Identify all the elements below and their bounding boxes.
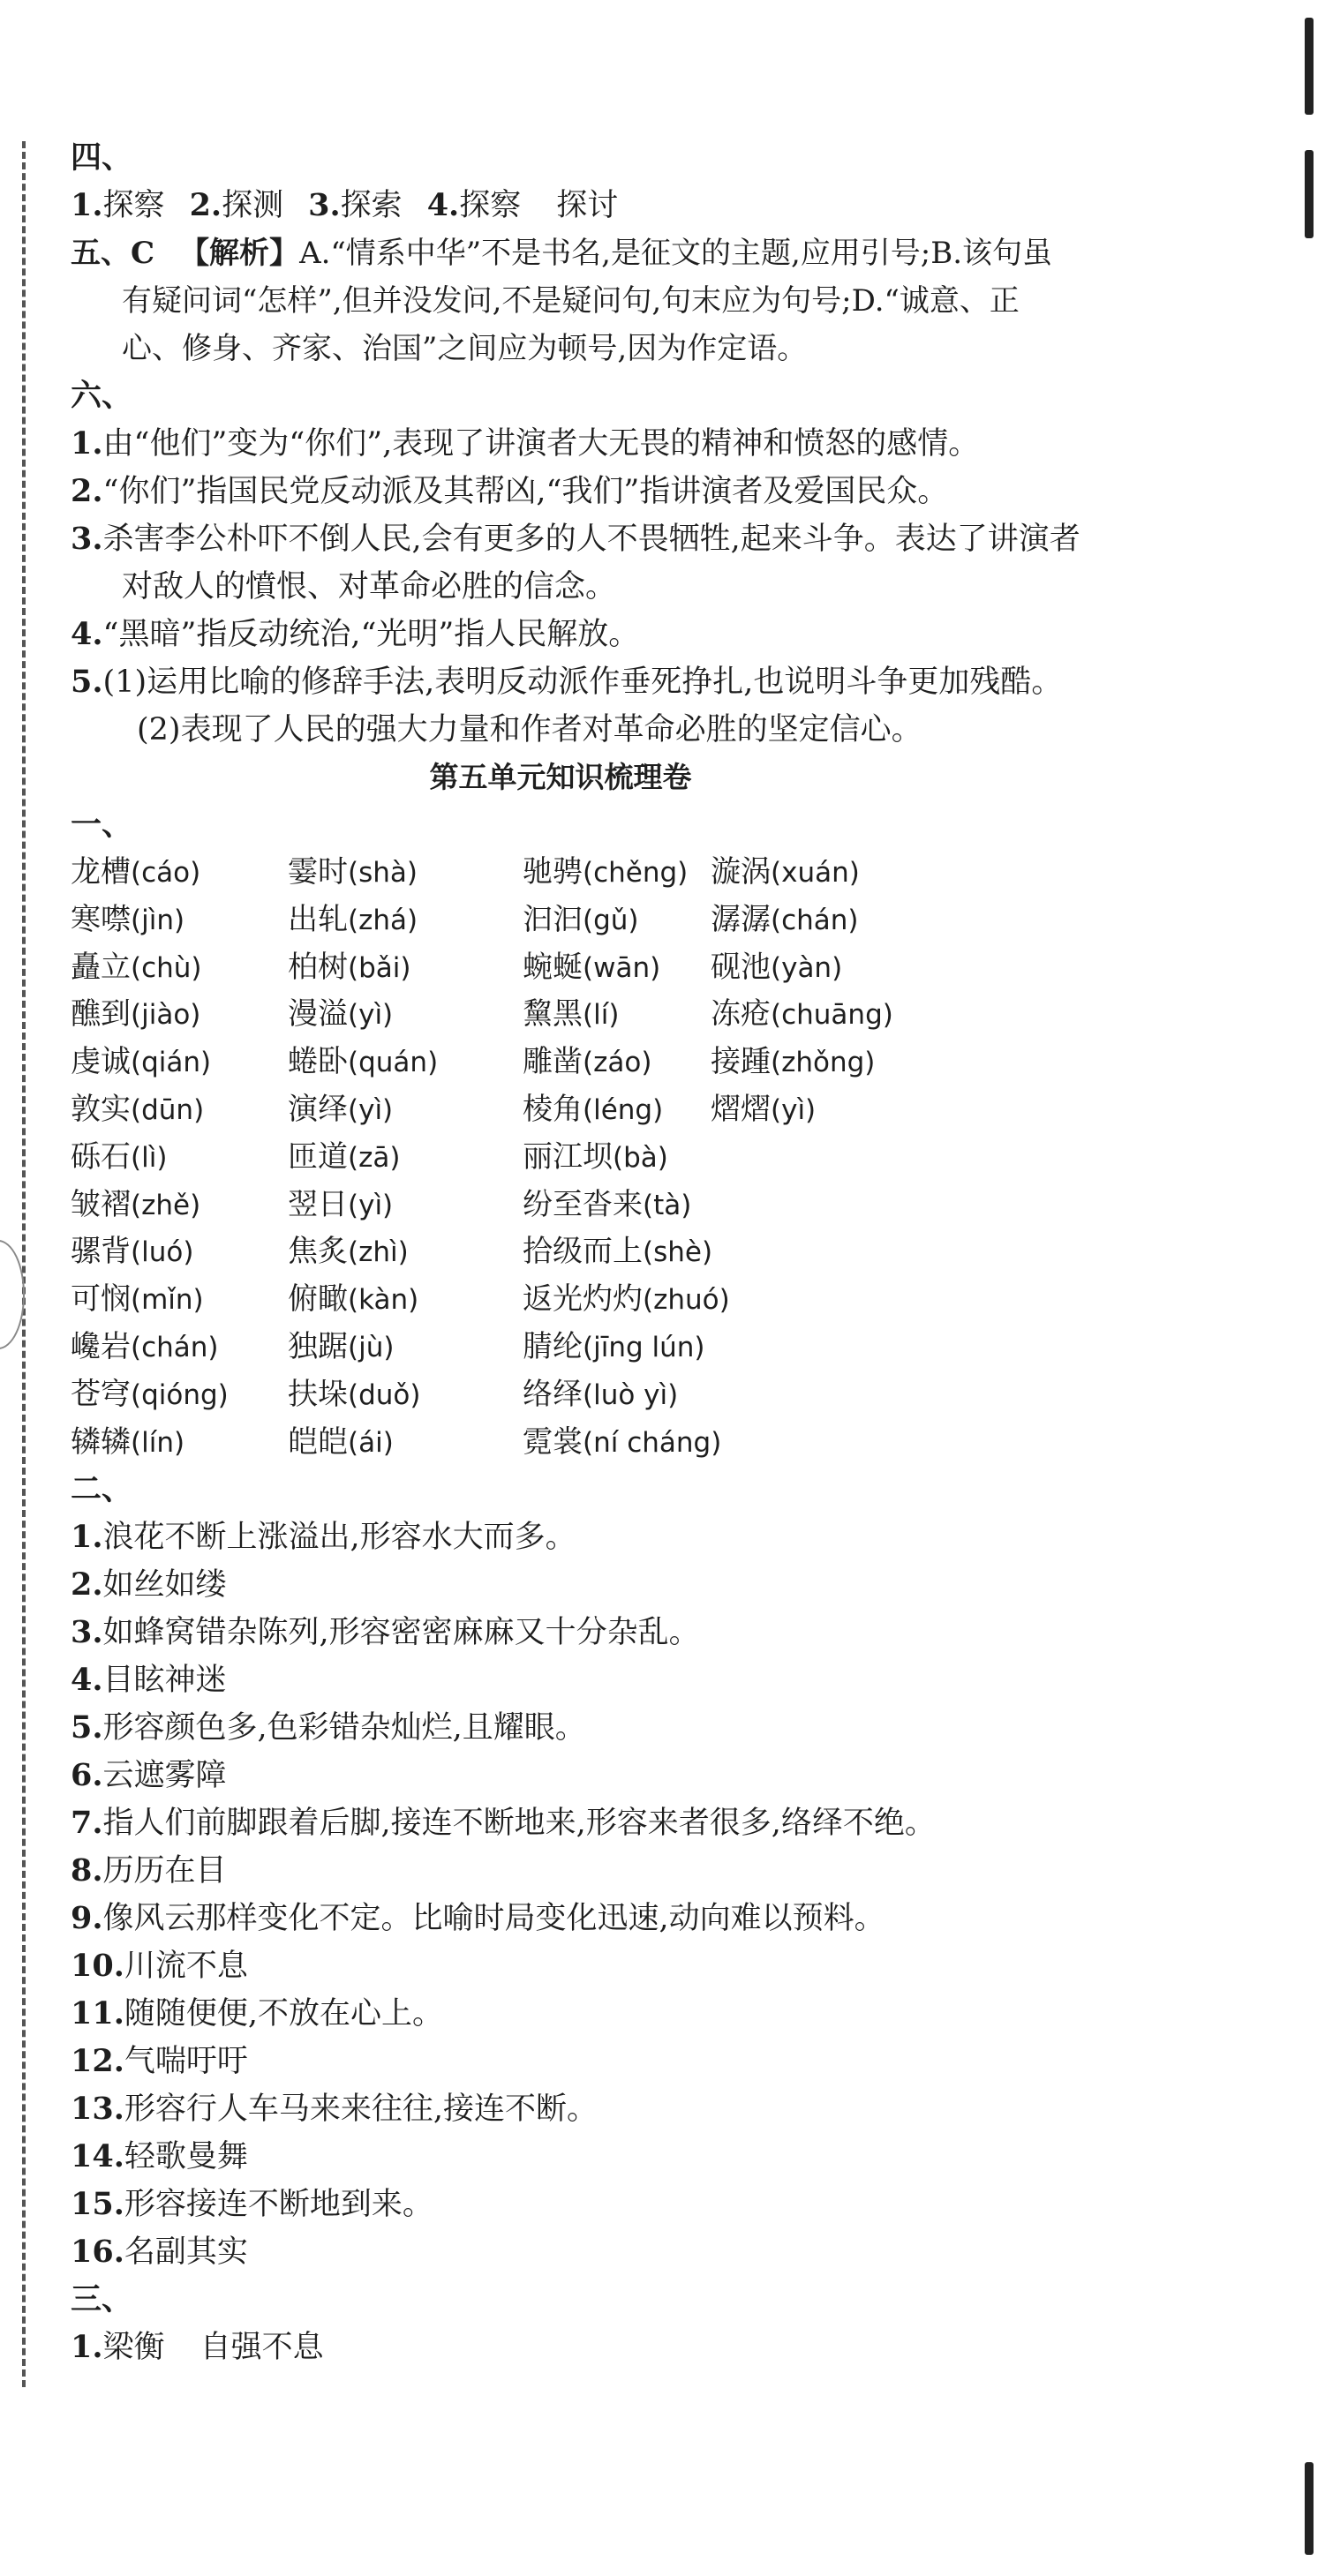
list-item	[71, 1656, 1306, 1704]
word-pinyin: (qián)	[131, 1047, 212, 1079]
word-entry	[288, 1276, 418, 1325]
item-text: 形容颜色多,色彩错杂灿烂,且耀眼。	[102, 1710, 586, 1746]
word-pinyin: (tà)	[643, 1189, 692, 1221]
item-text: 像风云那样变化不定。比喻时局变化迅速,动向难以预料。	[102, 1901, 885, 1937]
section-five-lead: 五、C	[71, 236, 155, 271]
word-entry	[711, 991, 893, 1040]
word-entry	[523, 1324, 705, 1372]
section-five-line-1: 五、C 【解析】A.“情系中华”不是书名,是征文的主题,应用引号;B.该句虽	[71, 236, 1053, 271]
word-entry	[523, 1228, 712, 1277]
item-number: 13.	[71, 2091, 124, 2128]
word-pinyin: (wān)	[583, 951, 661, 984]
word-text: 蜿蜒	[523, 949, 583, 985]
word-pinyin: (zhě)	[131, 1189, 201, 1221]
word-entry	[711, 944, 842, 993]
word-entry	[71, 1371, 229, 1420]
list-item	[71, 1752, 1306, 1799]
word-text: 霓裳	[523, 1423, 583, 1460]
item-text: 历历在目	[102, 1853, 227, 1889]
word-text: 翌日	[288, 1186, 348, 1222]
word-pinyin: (kàn)	[348, 1284, 419, 1317]
word-pinyin: (ái)	[348, 1426, 394, 1459]
section-six-heading: 六、	[71, 378, 133, 414]
section-six-item-5-cont: (2)表现了人民的强大力量和作者对革命必胜的坚定信心。	[137, 712, 922, 747]
word-entry	[288, 944, 410, 993]
word-text: 焦炙	[288, 1234, 348, 1270]
word-text: 敦实	[71, 1091, 131, 1127]
word-pinyin: (yàn)	[771, 951, 843, 984]
word-pinyin: (ní cháng)	[583, 1426, 722, 1459]
word-entry	[523, 991, 619, 1040]
content	[71, 134, 1306, 2371]
pinyin-word-list	[71, 849, 1306, 1466]
word-pinyin: (jù)	[348, 1331, 395, 1363]
word-pinyin: (yì)	[348, 1093, 394, 1126]
word-text: 出轧	[288, 901, 348, 937]
item-text: 如蜂窝错杂陈列,形容密密麻麻又十分杂乱。	[102, 1615, 700, 1651]
word-row	[71, 991, 1306, 1039]
word-entry	[523, 1276, 730, 1325]
section-four-heading: 四、	[71, 139, 133, 176]
word-text: 柏树	[288, 949, 348, 985]
item-text: 川流不息	[124, 1949, 248, 1985]
word-text: 矗立	[71, 949, 131, 985]
word-text: 霎时	[288, 854, 348, 890]
item-text: 目眩神迷	[102, 1663, 227, 1699]
word-text: 虔诚	[71, 1044, 131, 1080]
word-text: 扶垛	[288, 1376, 348, 1412]
part-two-heading: 二、	[71, 1471, 133, 1508]
word-entry	[71, 1228, 193, 1277]
word-pinyin: (zā)	[348, 1141, 401, 1174]
word-entry	[71, 1182, 200, 1230]
word-text: 皱褶	[71, 1186, 131, 1222]
word-text: 皑皑	[288, 1423, 348, 1460]
word-row	[71, 1182, 1306, 1229]
part-three-item-1: 1.梁衡 自强不息	[71, 2329, 324, 2366]
word-pinyin: (zhì)	[348, 1236, 409, 1269]
item-text: 指人们前脚跟着后脚,接连不断地来,形容来者很多,络绎不绝。	[102, 1806, 936, 1842]
word-text: 接踵	[711, 1044, 771, 1080]
item-number: 12.	[71, 2043, 124, 2080]
part-three-heading: 三、	[71, 2281, 133, 2318]
word-pinyin: (bǎi)	[348, 951, 411, 984]
list-item	[71, 1895, 1306, 1942]
word-pinyin: (chuāng)	[771, 999, 893, 1032]
word-pinyin: (zhuó)	[643, 1284, 730, 1317]
analysis-tag: 【解析】	[179, 236, 300, 271]
word-row	[71, 1419, 1306, 1467]
word-pinyin: (lì)	[131, 1141, 168, 1174]
word-pinyin: (qióng)	[131, 1378, 229, 1411]
word-entry	[711, 897, 859, 945]
word-entry	[523, 1182, 691, 1230]
list-item	[71, 2085, 1306, 2133]
part-two-list	[71, 1513, 1306, 2276]
item-number: 6.	[71, 1757, 103, 1794]
word-text: 纷至沓来	[523, 1186, 643, 1222]
section-six-item-1: 1.由“他们”变为“你们”,表现了讲演者大无畏的精神和愤怒的感情。	[71, 425, 980, 462]
word-entry	[71, 1276, 204, 1325]
word-entry	[523, 849, 688, 897]
word-entry	[523, 1371, 678, 1420]
word-entry	[523, 1419, 721, 1468]
item-text: 云遮雾障	[102, 1758, 227, 1794]
word-pinyin: (xuán)	[771, 857, 860, 889]
word-pinyin: (mǐn)	[131, 1284, 204, 1317]
word-row	[71, 1371, 1306, 1419]
word-row	[71, 849, 1306, 897]
word-pinyin: (jìn)	[131, 904, 185, 936]
word-pinyin: (zhǒng)	[771, 1047, 876, 1079]
word-entry	[523, 944, 660, 993]
word-entry	[711, 849, 860, 897]
word-pinyin: (záo)	[583, 1047, 652, 1079]
word-text: 巉岩	[71, 1328, 131, 1364]
section-six-item-4: 4.“黑暗”指反动统治,“光明”指人民解放。	[71, 616, 640, 652]
item-number: 2.	[71, 1566, 103, 1603]
list-item	[71, 1799, 1306, 1847]
word-entry	[71, 991, 200, 1040]
word-row	[71, 1134, 1306, 1182]
item-number: 14.	[71, 2138, 124, 2175]
word-text: 冻疮	[711, 996, 771, 1033]
word-pinyin: (bà)	[613, 1141, 668, 1174]
word-pinyin: (cáo)	[131, 857, 201, 889]
word-pinyin: (jiào)	[131, 999, 201, 1032]
word-text: 独踞	[288, 1328, 348, 1364]
word-pinyin: (gǔ)	[583, 904, 639, 936]
item-text: 如丝如缕	[102, 1567, 227, 1603]
word-text: 可悯	[71, 1281, 131, 1318]
word-pinyin: (duǒ)	[348, 1378, 421, 1411]
list-item	[71, 2181, 1306, 2228]
word-text: 棱角	[523, 1091, 583, 1127]
word-entry	[288, 1039, 438, 1087]
item-number: 10.	[71, 1948, 124, 1985]
word-entry	[523, 897, 639, 945]
word-row	[71, 1276, 1306, 1324]
edge-mark-top	[1305, 18, 1314, 115]
item-number: 1.	[71, 1519, 103, 1556]
word-entry	[71, 1086, 204, 1135]
word-pinyin: (yì)	[348, 1189, 394, 1221]
item-number: 8.	[71, 1852, 103, 1889]
word-pinyin: (jīng lún)	[583, 1331, 705, 1363]
item-text: 名副其实	[124, 2234, 248, 2271]
word-text: 驰骋	[523, 854, 583, 890]
word-entry	[71, 1324, 219, 1372]
item-text: 随随便便,不放在心上。	[124, 1996, 444, 2032]
word-text: 蜷卧	[288, 1044, 348, 1080]
word-pinyin: (shà)	[348, 857, 418, 889]
word-text: 砚池	[711, 949, 771, 985]
word-pinyin: (luó)	[131, 1236, 194, 1269]
word-text: 络绎	[523, 1376, 583, 1412]
item-text: 浪花不断上涨溢出,形容水大而多。	[102, 1520, 576, 1556]
word-entry	[288, 1182, 393, 1230]
word-row	[71, 1324, 1306, 1371]
word-entry	[71, 1134, 167, 1183]
word-text: 演绎	[288, 1091, 348, 1127]
word-text: 骡背	[71, 1234, 131, 1270]
section-six-item-2: 2.“你们”指国民党反动派及其帮凶,“我们”指讲演者及爱国民众。	[71, 473, 949, 509]
word-pinyin: (yì)	[348, 999, 394, 1032]
word-entry	[523, 1086, 663, 1135]
word-entry	[523, 1134, 668, 1183]
word-entry	[711, 1086, 816, 1135]
word-entry	[288, 1228, 409, 1277]
word-text: 丽江坝	[523, 1138, 613, 1175]
list-item	[71, 1513, 1306, 1561]
word-pinyin: (dūn)	[131, 1093, 205, 1126]
word-row	[71, 1228, 1306, 1276]
word-pinyin: (zhá)	[348, 904, 418, 936]
list-item	[71, 1561, 1306, 1609]
section-six-item-5: 5.(1)运用比喻的修辞手法,表明反动派作垂死挣扎,也说明斗争更加残酷。	[71, 664, 1063, 700]
list-item	[71, 1990, 1306, 2038]
item-text: 形容行人车马来来往往,接连不断。	[124, 2092, 598, 2128]
word-entry	[288, 991, 393, 1040]
word-text: 潺潺	[711, 901, 771, 937]
word-text: 雕凿	[523, 1044, 583, 1080]
word-entry	[288, 1134, 400, 1183]
word-row	[71, 1039, 1306, 1086]
section-four-item-1: 1.探察 2.探测 3.探索 4.探察 探讨	[71, 187, 619, 223]
part-one-heading: 一、	[71, 807, 133, 843]
word-text: 漫溢	[288, 996, 348, 1033]
section-five-line-2: 有疑问词“怎样”,但并没发问,不是疑问句,句末应为句号;D.“诚意、正	[122, 283, 1020, 319]
list-item	[71, 1847, 1306, 1895]
item-number: 4.	[71, 1662, 103, 1699]
unit-title: 第五单元知识梳理卷	[429, 760, 692, 794]
word-row	[71, 944, 1306, 992]
word-text: 砾石	[71, 1138, 131, 1175]
word-text: 漩涡	[711, 854, 771, 890]
word-entry	[288, 1324, 394, 1372]
section-six-item-3-cont: 对敌人的憤恨、对革命必胜的信念。	[122, 569, 617, 605]
word-pinyin: (chán)	[131, 1331, 219, 1363]
word-text: 俯瞰	[288, 1281, 348, 1318]
list-item	[71, 2133, 1306, 2181]
word-pinyin: (chěng)	[583, 857, 689, 889]
list-item	[71, 1609, 1306, 1656]
word-text: 辚辚	[71, 1423, 131, 1460]
word-text: 龙槽	[71, 854, 131, 890]
item-number: 11.	[71, 1995, 124, 2032]
list-item	[71, 1942, 1306, 1990]
list-item	[71, 1704, 1306, 1752]
word-text: 寒噤	[71, 901, 131, 937]
word-entry	[288, 1371, 420, 1420]
word-text: 腈纶	[523, 1328, 583, 1364]
edge-mark-bottom	[1305, 2462, 1314, 2555]
word-entry	[288, 1086, 393, 1135]
word-pinyin: (chù)	[131, 951, 202, 984]
word-entry	[711, 1039, 875, 1087]
item-number: 7.	[71, 1805, 103, 1842]
word-text: 拾级而上	[523, 1234, 643, 1270]
item-text: 轻歌曼舞	[124, 2139, 248, 2175]
binding-hole-mark	[0, 1240, 25, 1349]
word-entry	[71, 944, 202, 993]
word-entry	[288, 897, 418, 945]
word-text: 黧黑	[523, 996, 583, 1033]
word-pinyin: (lín)	[131, 1426, 185, 1459]
item-number: 16.	[71, 2234, 124, 2271]
word-pinyin: (quán)	[348, 1047, 439, 1079]
word-entry	[523, 1039, 651, 1087]
word-pinyin: (lí)	[583, 999, 620, 1032]
word-entry	[71, 1419, 184, 1468]
word-row	[71, 1086, 1306, 1134]
word-pinyin: (chán)	[771, 904, 859, 936]
word-text: 熠熠	[711, 1091, 771, 1127]
word-text: 匝道	[288, 1138, 348, 1175]
word-text: 醮到	[71, 996, 131, 1033]
word-pinyin: (luò yì)	[583, 1378, 679, 1411]
word-pinyin: (yì)	[771, 1093, 817, 1126]
word-pinyin: (léng)	[583, 1093, 664, 1126]
word-text: 苍穹	[71, 1376, 131, 1412]
word-entry	[288, 1419, 394, 1468]
word-text: 汩汩	[523, 901, 583, 937]
word-entry	[288, 849, 418, 897]
section-six-item-3: 3.杀害李公朴吓不倒人民,会有更多的人不畏牺牲,起来斗争。表达了讲演者	[71, 521, 1080, 557]
word-pinyin: (shè)	[643, 1236, 713, 1269]
word-text: 返光灼灼	[523, 1281, 643, 1318]
word-entry	[71, 897, 184, 945]
item-text: 气喘吁吁	[124, 2044, 248, 2080]
item-number: 3.	[71, 1614, 103, 1651]
item-number: 9.	[71, 1900, 103, 1937]
list-item	[71, 2038, 1306, 2085]
word-entry	[71, 1039, 211, 1087]
item-text: 形容接连不断地到来。	[124, 2187, 433, 2223]
section-five-line-3: 心、修身、齐家、治国”之间应为顿号,因为作定语。	[122, 331, 808, 366]
item-number: 15.	[71, 2186, 124, 2223]
word-entry	[71, 849, 200, 897]
list-item	[71, 2228, 1306, 2276]
item-number: 5.	[71, 1709, 103, 1746]
binding-dashed-line	[22, 141, 26, 2387]
word-row	[71, 897, 1306, 944]
